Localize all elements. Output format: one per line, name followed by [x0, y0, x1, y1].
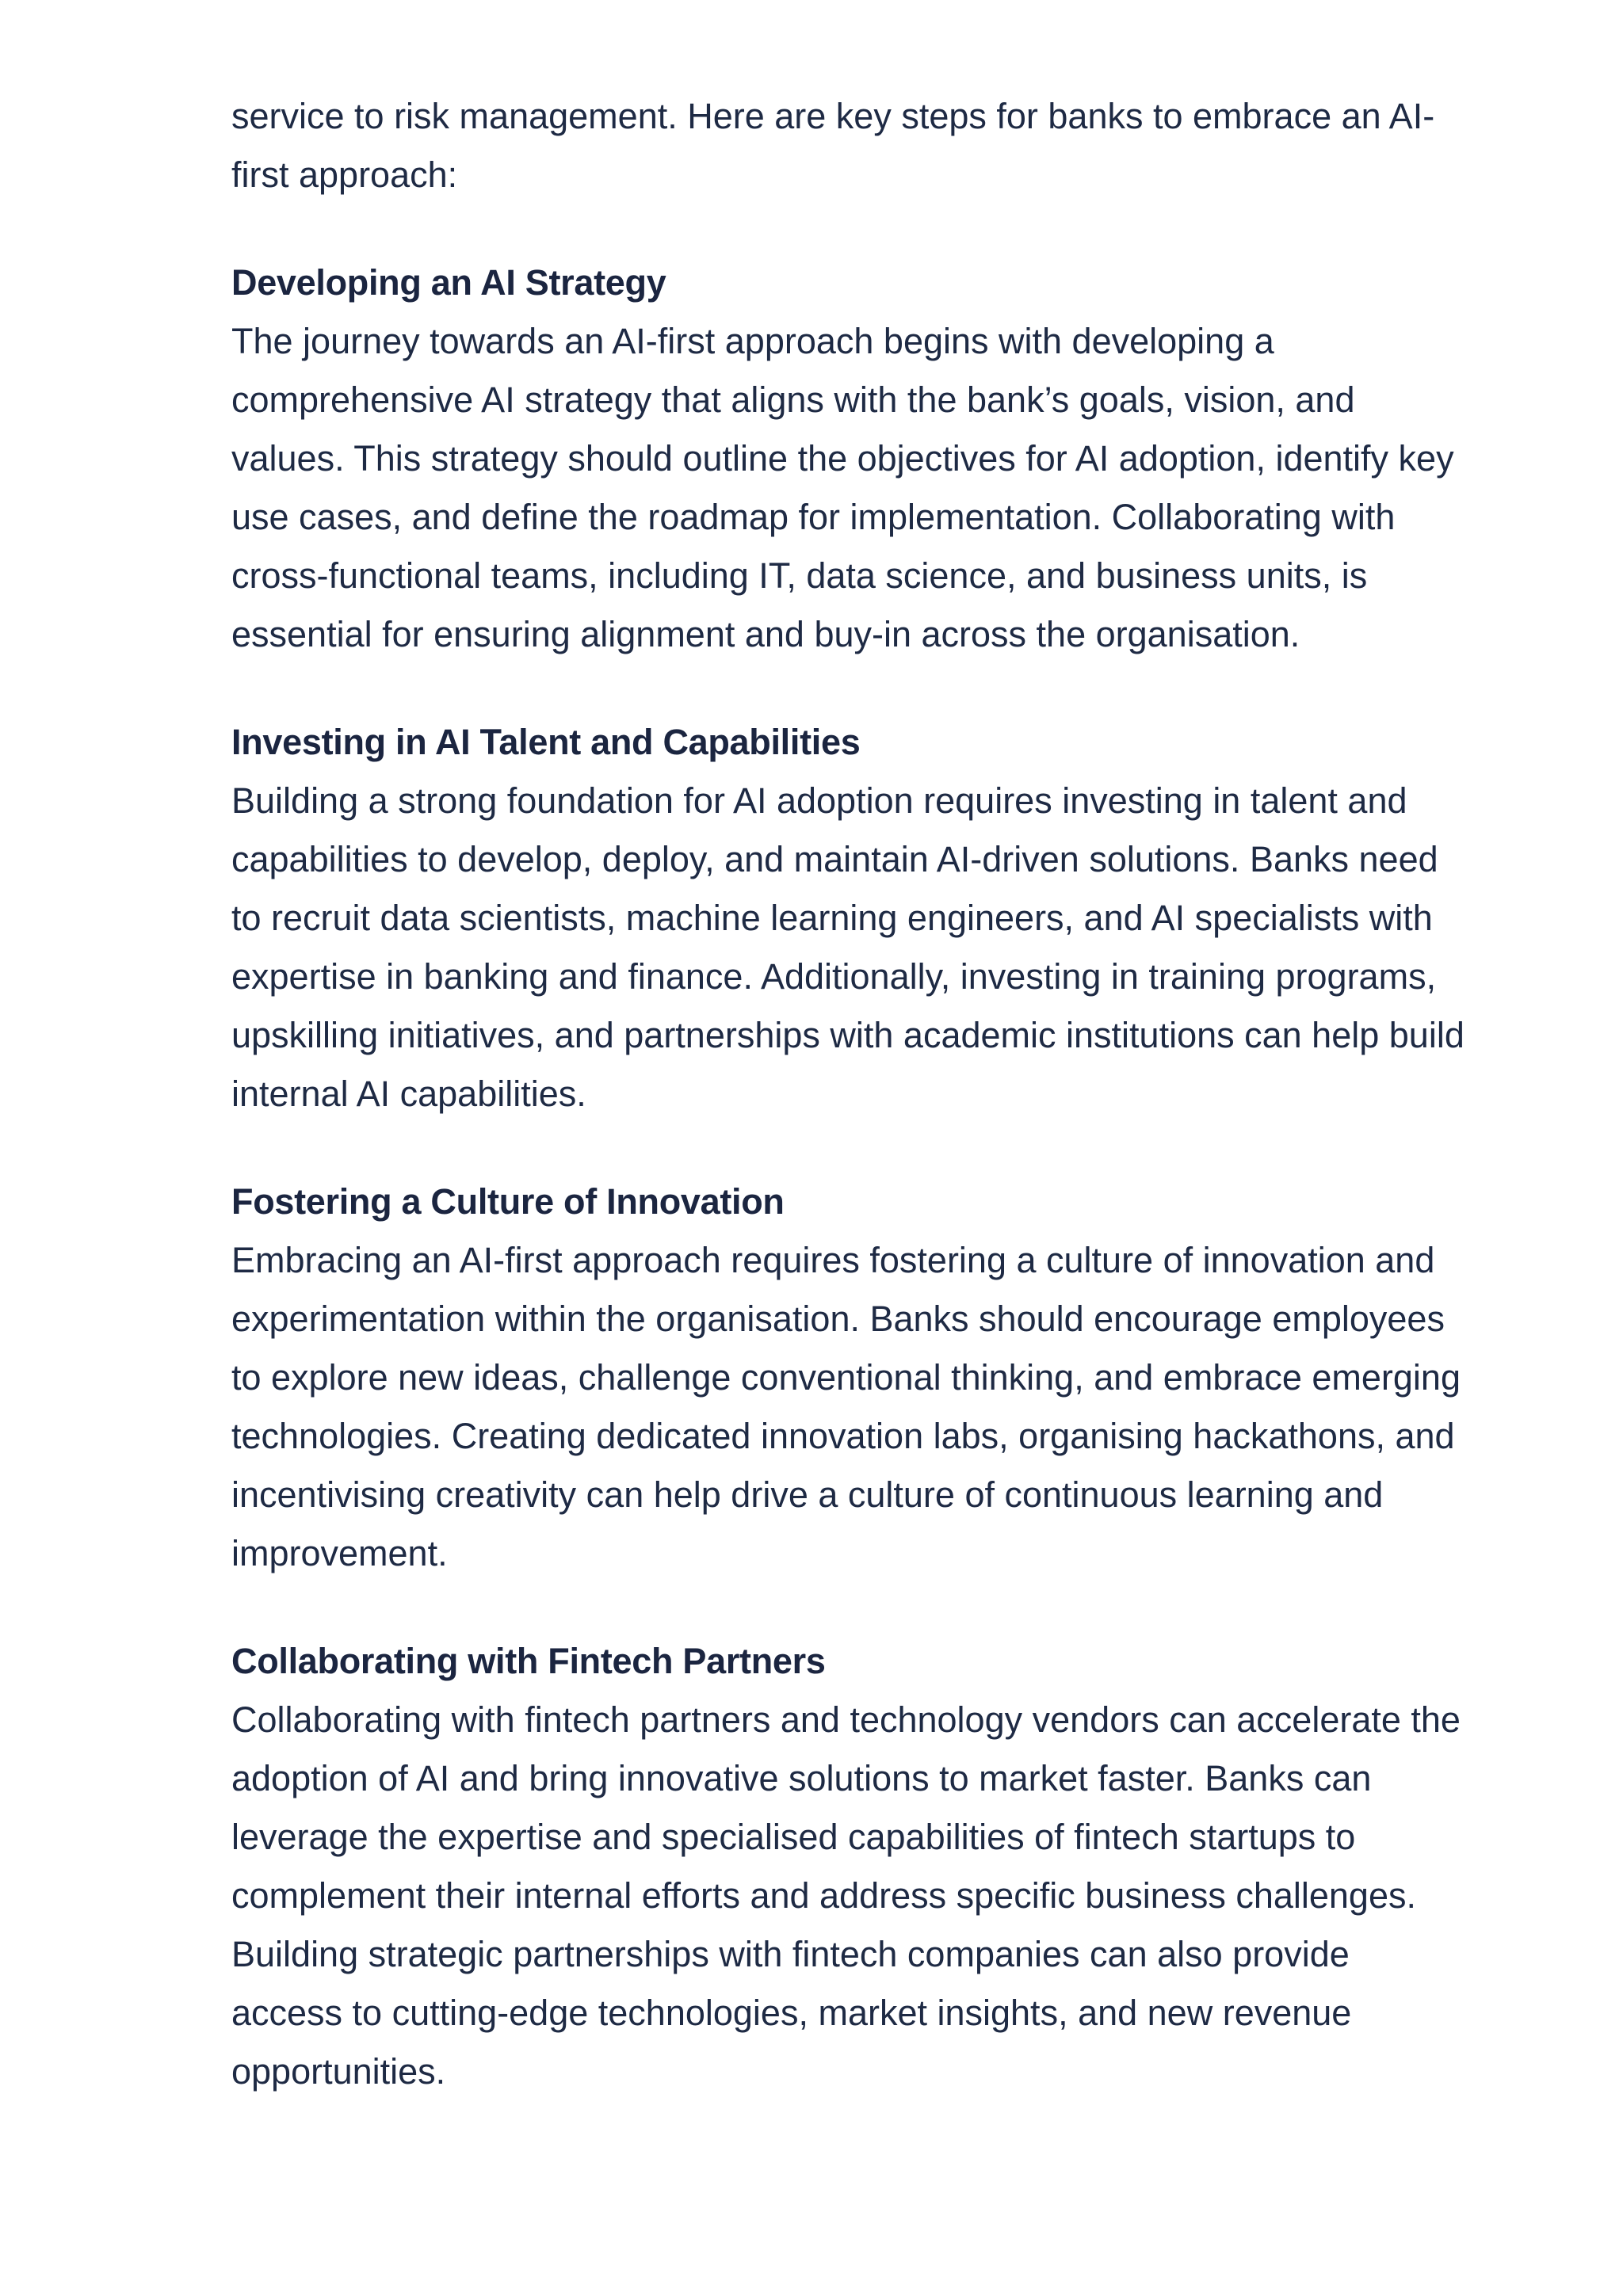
section-paragraph: Building a strong foundation for AI adoption requires investing in talent and capabilities to develop, deploy, and maintain AI-driven solutions. Banks need to recruit data scientists, machine learning engineers, and AI specialists with expertise in banking and finance. Additionally, investing in training programs, upskilling initiatives, and partnerships with academic institutions can help build internal AI capabilities.: [231, 780, 1465, 1114]
section-fintech-partners: [231, 1632, 1468, 2101]
section-paragraph: Embracing an AI-first approach requires fostering a culture of innovation and experimentation within the organisation. Banks should encourage employees to explore new ideas, challenge conventional thinking, and embrace emerging technologies. Creating dedicated innovation labs, organising hackathons, and incentivising creativity can help drive a culture of continuous learning and improvement.: [231, 1240, 1461, 1573]
section-paragraph: Collaborating with fintech partners and technology vendors can accelerate the adoption of AI and bring innovative solutions to market faster. Banks can leverage the expertise and specialised capabilities of fintech startups to complement their internal efforts and address specific business challenges. Building strategic partnerships with fintech companies can also provide access to cutting-edge technologies, market insights, and new revenue opportunities.: [231, 1699, 1461, 2092]
section-heading: Collaborating with Fintech Partners: [231, 1641, 826, 1681]
section-heading: Investing in AI Talent and Capabilities: [231, 722, 861, 762]
article-content: [231, 87, 1468, 2101]
section-ai-talent: [231, 713, 1468, 1123]
section-heading: Developing an AI Strategy: [231, 262, 666, 303]
section-culture-innovation: [231, 1173, 1468, 1583]
section-ai-strategy: [231, 254, 1468, 664]
section-paragraph: The journey towards an AI-first approach begins with developing a comprehensive AI strategy that aligns with the bank’s goals, vision, and values. This strategy should outline the objectives for AI adoption, identify key use cases, and define the roadmap for implementation. Collaborating with cross-functional teams, including IT, data science, and business units, is essential for ensuring alignment and buy-in across the organisation.: [231, 321, 1454, 654]
intro-paragraph: service to risk management. Here are key steps for banks to embrace an AI-first approach:: [231, 96, 1435, 195]
section-heading: Fostering a Culture of Innovation: [231, 1181, 785, 1222]
